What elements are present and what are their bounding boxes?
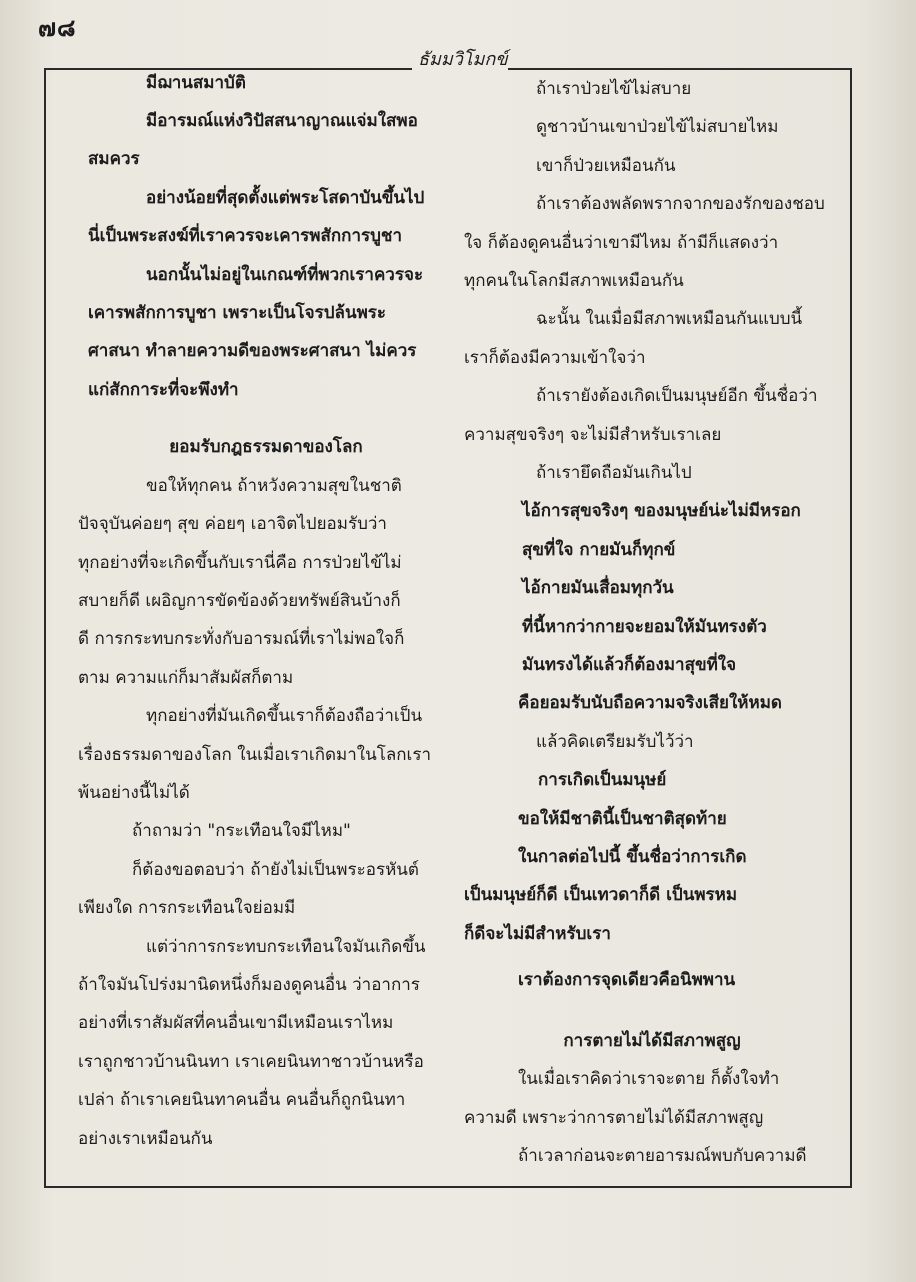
text-line: ขอให้ทุกคน ถ้าหวังความสุขในชาติ (146, 476, 402, 496)
text-line: เราก็ต้องมีความเข้าใจว่า (464, 348, 646, 368)
text-line: มีฌานสมาบัติ (146, 73, 246, 93)
text-line: ในกาลต่อไปนี้ ขึ้นชื่อว่าการเกิด (518, 847, 747, 867)
text-line: อย่างเราเหมือนกัน (78, 1129, 213, 1149)
text-line: เรื่องธรรมดาของโลก ในเมื่อเราเกิดมาในโลกเรา (78, 745, 432, 765)
text-line: ดูชาวบ้านเขาป่วยไข้ไม่สบายไหม (536, 117, 779, 137)
text-line: ถ้าเรายังต้องเกิดเป็นมนุษย์อีก ขึ้นชื่อว่า (536, 386, 818, 406)
text-line: ในเมื่อเราคิดว่าเราจะตาย ก็ตั้งใจทำ (518, 1069, 780, 1089)
text-line: เปล่า ถ้าเราเคยนินทาคนอื่น คนอื่นก็ถูกนินทา (78, 1090, 406, 1110)
section-heading: การตายไม่ได้มีสภาพสูญ (563, 1031, 741, 1051)
text-line: เพียงใด การกระเทือนใจย่อมมี (78, 898, 296, 918)
text-line: แต่ว่าการกระทบกระเทือนใจมันเกิดขึ้น (146, 937, 426, 957)
text-line: สมควร (88, 149, 140, 169)
text-line: ที่นี้หากว่ากายจะยอมให้มันทรงตัว (522, 617, 767, 637)
running-header-title: ธัมมวิโมกข์ (418, 49, 508, 70)
text-line: ขอให้มีชาตินี้เป็นชาติสุดท้าย (518, 809, 727, 829)
text-line: แล้วคิดเตรียมรับไว้ว่า (536, 732, 694, 752)
text-line: สบายก็ดี เผอิญการขัดข้องด้วยทรัพย์สินบ้างก็ (78, 591, 401, 611)
text-line: เราถูกชาวบ้านนินทา เราเคยนินทาชาวบ้านหรือ (78, 1052, 424, 1072)
text-line: ตาม ความแก่ก็มาสัมผัสก็ตาม (78, 668, 294, 688)
text-line: ถ้าใจมันโปร่งมานิดหนึ่งก็มองดูคนอื่น ว่าอาการ (78, 975, 420, 995)
text-line: นอกนั้นไม่อยู่ในเกณฑ์ที่พวกเราควรจะ (146, 265, 424, 285)
text-line: เขาก็ป่วยเหมือนกัน (536, 156, 676, 176)
text-line: เราต้องการจุดเดียวคือนิพพาน (518, 970, 736, 990)
text-line: เป็นมนุษย์ก็ดี เป็นเทวดาก็ดี เป็นพรหม (464, 885, 738, 905)
text-line: อย่างที่เราสัมผัสที่คนอื่นเขามีเหมือนเราไหม (78, 1013, 394, 1033)
text-line: ความสุขจริงๆ จะไม่มีสำหรับเราเลย (464, 425, 722, 445)
section-heading: ยอมรับกฎธรรมดาของโลก (169, 437, 363, 457)
text-line: ถ้าถามว่า "กระเทือนใจมีไหม" (132, 821, 351, 841)
text-line: ก็ต้องขอตอบว่า ถ้ายังไม่เป็นพระอรหันต์ (132, 860, 419, 880)
text-line: ทุกอย่างที่มันเกิดขึ้นเราก็ต้องถือว่าเป็น (146, 706, 423, 726)
text-line: ถ้าเราต้องพลัดพรากจากของรักของชอบ (536, 194, 825, 214)
text-line: ความดี เพราะว่าการตายไม่ได้มีสภาพสูญ (464, 1108, 764, 1128)
text-line: ถ้าเรายึดถือมันเกินไป (536, 463, 692, 483)
text-line: ไอ้กายมันเสื่อมทุกวัน (522, 578, 674, 598)
text-line: มีอารมณ์แห่งวิปัสสนาญาณแจ่มใสพอ (146, 111, 418, 131)
text-line: ฉะนั้น ในเมื่อมีสภาพเหมือนกันแบบนี้ (536, 309, 803, 329)
text-line: ใจ ก็ต้องดูคนอื่นว่าเขามีไหม ถ้ามีก็แสดงว่า (464, 233, 779, 253)
text-line: แก่สักการะที่จะพึงทำ (88, 380, 239, 400)
text-line: อย่างน้อยที่สุดตั้งแต่พระโสดาบันขึ้นไป (146, 188, 425, 208)
text-line: ทุกอย่างที่จะเกิดขึ้นกับเรานี่คือ การป่วยไข้ไม่ (78, 553, 402, 573)
text-line: สุขที่ใจ กายมันก็ทุกข์ (522, 540, 676, 560)
text-line: ไอ้การสุขจริงๆ ของมนุษย์น่ะไม่มีหรอก (522, 501, 801, 521)
text-line: ก็ดีจะไม่มีสำหรับเรา (464, 924, 611, 944)
text-line: การเกิดเป็นมนุษย์ (538, 770, 667, 790)
text-line: นี่เป็นพระสงฆ์ที่เราควรจะเคารพสักการบูชา (88, 226, 403, 246)
text-line: ปัจจุบันค่อยๆ สุข ค่อยๆ เอาจิตไปยอมรับว่า (78, 514, 387, 534)
text-line: ถ้าเราป่วยไข้ไม่สบาย (536, 79, 692, 99)
text-line: ทุกคนในโลกมีสภาพเหมือนกัน (464, 271, 684, 291)
text-line: ดี การกระทบกระทั่งกับอารมณ์ที่เราไม่พอใจก็ (78, 629, 405, 649)
text-line: ศาสนา ทำลายความดีของพระศาสนา ไม่ควร (88, 341, 417, 361)
text-line: มันทรงได้แล้วก็ต้องมาสุขที่ใจ (522, 655, 737, 675)
text-line: พ้นอย่างนี้ไม่ได้ (78, 783, 190, 803)
text-line: คือยอมรับนับถือความจริงเสียให้หมด (518, 693, 782, 713)
page-number: ๗๘ (38, 14, 77, 42)
text-line: เคารพสักการบูชา เพราะเป็นโจรปล้นพระ (88, 303, 387, 323)
text-line: ถ้าเวลาก่อนจะตายอารมณ์พบกับความดี (518, 1146, 807, 1166)
